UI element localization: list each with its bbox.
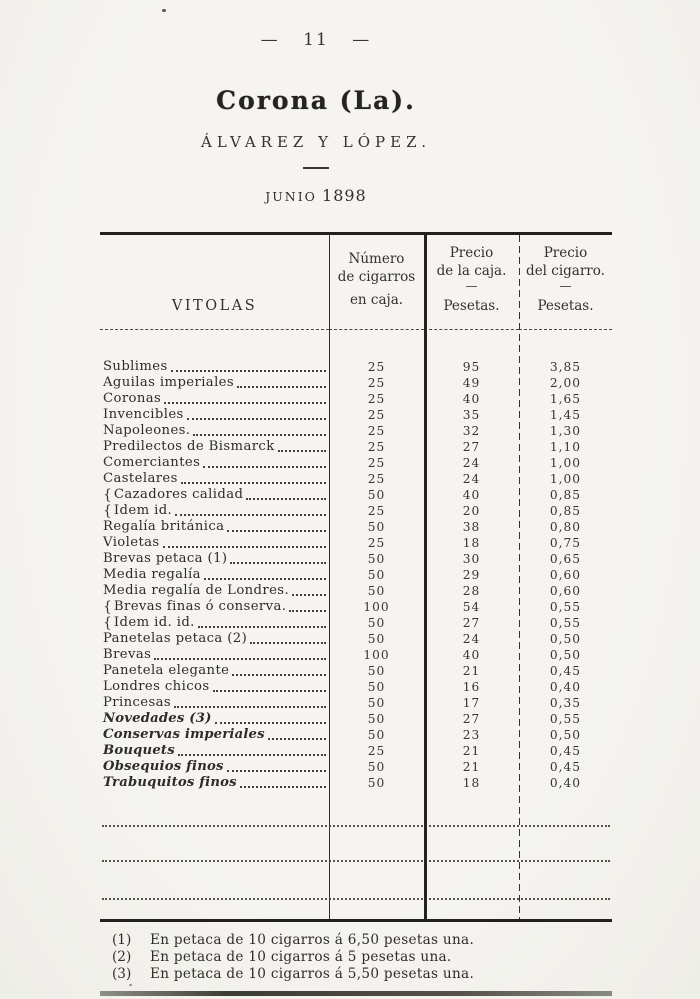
vitola-name: Castelares [103, 471, 178, 486]
dot-leader [230, 562, 326, 564]
table-row [100, 503, 612, 519]
cigar-price-cell: 2,00 [549, 376, 582, 390]
table-row [100, 583, 612, 599]
table-row [100, 567, 612, 583]
qty-cell: 100 [363, 648, 390, 662]
table-row [100, 695, 612, 711]
vitola-name: Novedades (3) [103, 711, 212, 726]
dot-leader [174, 706, 326, 708]
box-price-cell: 21 [462, 664, 481, 678]
qty-cell: 25 [367, 472, 386, 486]
table-row [100, 359, 612, 375]
qty-cell: 50 [367, 584, 386, 598]
table-body [100, 330, 612, 791]
page-number: — 11 — [260, 30, 372, 50]
box-price-cell: 28 [462, 584, 481, 598]
box-price-cell: 30 [462, 552, 481, 566]
vitola-name-cell [100, 519, 329, 535]
vitola-name: Princesas [103, 695, 172, 710]
box-price-cell: 24 [462, 632, 481, 646]
cigar-price-cell: 0,55 [549, 616, 582, 630]
vitola-name: Media regalía [103, 567, 201, 582]
vitola-name-cell [100, 631, 329, 647]
dot-leader [232, 674, 326, 676]
cigar-price-cell: 0,80 [549, 520, 582, 534]
table-row [100, 615, 612, 631]
dot-leader [154, 658, 326, 660]
table-row [100, 391, 612, 407]
cigar-price-cell: 0,75 [549, 536, 582, 550]
qty-cell: 25 [367, 424, 386, 438]
vitola-name: Aguilas imperiales [103, 375, 235, 390]
vitola-name: Idem id. id. [113, 615, 195, 630]
vitola-name: Brevas [103, 647, 152, 662]
qty-cell: 50 [367, 776, 386, 790]
table-row [100, 631, 612, 647]
dot-leader [227, 530, 326, 532]
vitola-name-cell [100, 455, 329, 471]
table-row [100, 519, 612, 535]
box-price-cell: 95 [462, 360, 481, 374]
table-row [100, 775, 612, 791]
page-title: Corona (La). [216, 86, 416, 115]
dot-leader [204, 578, 326, 580]
cigar-price-cell: 3,85 [549, 360, 582, 374]
box-price-cell: 35 [462, 408, 481, 422]
qty-cell: 50 [367, 664, 386, 678]
vitola-name-cell [100, 487, 329, 503]
vitola-name: Bouquets [103, 743, 175, 758]
cigar-price-cell: 1,65 [549, 392, 582, 406]
dot-leader [171, 370, 326, 372]
qty-cell: 50 [367, 680, 386, 694]
vitola-name: Sublimes [103, 359, 168, 374]
vitola-name: Idem id. [113, 503, 173, 518]
box-price-cell: 27 [462, 616, 481, 630]
box-price-cell: 40 [462, 392, 481, 406]
footnote-text: En petaca de 10 cigarros á 5 pesetas una. [150, 949, 452, 965]
box-price-cell: 38 [462, 520, 481, 534]
box-price-cell: 18 [462, 776, 481, 790]
blank-ruled-line [102, 898, 610, 900]
cigar-price-cell: 0,50 [549, 648, 582, 662]
vitola-name: Predilectos de Bismarck [103, 439, 275, 454]
dot-leader [215, 722, 326, 724]
vitola-name-cell [100, 599, 329, 615]
box-price-cell: 40 [462, 488, 481, 502]
table-row [100, 551, 612, 567]
dot-leader [163, 546, 326, 548]
vitola-name: Coronas [103, 391, 162, 406]
vitola-name-cell [100, 567, 329, 583]
vitola-name-cell [100, 679, 329, 695]
vitola-name: Brevas petaca (1) [103, 551, 228, 566]
table-header-row [100, 235, 612, 330]
cigar-price-cell: 1,30 [549, 424, 582, 438]
box-price-cell: 24 [462, 456, 481, 470]
dot-leader [237, 386, 326, 388]
box-price-cell: 17 [462, 696, 481, 710]
scan-speck [129, 984, 132, 986]
date-month: JUNIO [265, 189, 317, 204]
cigar-price-cell: 0,35 [549, 696, 582, 710]
dot-leader [203, 466, 326, 468]
table-row [100, 647, 612, 663]
cigar-price-cell: 0,85 [549, 488, 582, 502]
qty-cell: 25 [367, 376, 386, 390]
blank-ruled-line [102, 825, 610, 827]
dot-leader [292, 594, 326, 596]
cigar-price-cell: 0,60 [549, 584, 582, 598]
vitola-name: Trabuquitos finos [103, 775, 237, 790]
vitola-name-cell [100, 471, 329, 487]
vitola-name: Obsequios finos [103, 759, 224, 774]
title-rule-divider [303, 167, 329, 169]
vitola-name-cell [100, 375, 329, 391]
footnote-line [112, 932, 592, 949]
dot-leader [187, 418, 326, 420]
box-price-cell: 40 [462, 648, 481, 662]
cigar-price-cell: 1,00 [549, 456, 582, 470]
box-price-cell: 21 [462, 744, 481, 758]
cigar-price-cell: 0,65 [549, 552, 582, 566]
dot-leader [175, 514, 326, 516]
box-price-cell: 21 [462, 760, 481, 774]
table-row [100, 407, 612, 423]
box-price-cell: 27 [462, 440, 481, 454]
qty-cell: 25 [367, 536, 386, 550]
cigar-price-cell: 0,55 [549, 712, 582, 726]
footnotes-block [112, 932, 592, 983]
table-row [100, 599, 612, 615]
blank-ruled-line [102, 860, 610, 862]
table-row [100, 679, 612, 695]
vitola-name-cell [100, 615, 329, 631]
vitola-name: Comerciantes [103, 455, 201, 470]
table-row [100, 423, 612, 439]
dot-leader [240, 786, 326, 788]
vitola-name-cell [100, 407, 329, 423]
vitola-name-cell [100, 743, 329, 759]
dot-leader [198, 626, 326, 628]
vitola-name-cell [100, 727, 329, 743]
box-price-cell: 23 [462, 728, 481, 742]
box-price-cell: 24 [462, 472, 481, 486]
vitola-name: Napoleones. [103, 423, 191, 438]
cigar-price-cell: 0,40 [549, 680, 582, 694]
vitola-name-cell [100, 759, 329, 775]
box-price-cell: 16 [462, 680, 481, 694]
vitola-name-cell [100, 583, 329, 599]
dot-leader [164, 402, 326, 404]
dot-leader [289, 610, 326, 612]
cigar-price-cell: 1,00 [549, 472, 582, 486]
vitola-name: Violetas [103, 535, 160, 550]
table-row [100, 471, 612, 487]
header-qty: Número de cigarros en caja. [329, 235, 424, 330]
column-divider-3 [519, 235, 520, 919]
footnote-line [112, 949, 592, 966]
qty-cell: 25 [367, 744, 386, 758]
vitola-name: Cazadores calidad [113, 487, 244, 502]
vitola-name-cell [100, 711, 329, 727]
header-cigar-price: Precio del cigarro. — Pesetas. [519, 235, 612, 330]
table-row [100, 711, 612, 727]
cigar-price-cell: 0,85 [549, 504, 582, 518]
vitola-name-cell [100, 503, 329, 519]
dot-leader [278, 450, 326, 452]
vitola-name: Panetelas petaca (2) [103, 631, 248, 646]
vitola-name-cell [100, 535, 329, 551]
vitola-name: Media regalía de Londres. [103, 583, 290, 598]
dot-leader [227, 770, 326, 772]
table-row [100, 727, 612, 743]
footnote-marker: (1) [112, 932, 132, 948]
footnote-text: En petaca de 10 cigarros á 6,50 pesetas una. [150, 932, 475, 948]
qty-cell: 25 [367, 440, 386, 454]
qty-cell: 25 [367, 504, 386, 518]
date-year: 1898 [322, 186, 367, 205]
cigar-price-cell: 0,45 [549, 664, 582, 678]
qty-cell: 25 [367, 392, 386, 406]
box-price-cell: 32 [462, 424, 481, 438]
dot-leader [213, 690, 327, 692]
box-price-cell: 29 [462, 568, 481, 582]
box-price-cell: 18 [462, 536, 481, 550]
column-divider-1 [329, 235, 330, 919]
cigar-price-cell: 0,55 [549, 600, 582, 614]
qty-cell: 25 [367, 408, 386, 422]
next-table-edge [100, 991, 612, 996]
dot-leader [178, 754, 326, 756]
vitola-name: Invencibles [103, 407, 184, 422]
footnote-text: En petaca de 10 cigarros á 5,50 pesetas una. [150, 966, 475, 982]
vitola-name-cell [100, 695, 329, 711]
brace-mark: { [103, 599, 112, 615]
dot-leader [181, 482, 326, 484]
vitola-name: Conservas imperiales [103, 727, 265, 742]
brace-mark: { [103, 503, 112, 519]
footnote-marker: (3) [112, 966, 132, 982]
table-row [100, 487, 612, 503]
cigar-price-cell: 0,50 [549, 632, 582, 646]
qty-cell: 100 [363, 600, 390, 614]
vitola-name-cell [100, 551, 329, 567]
vitola-name-cell [100, 423, 329, 439]
vitola-name-cell [100, 359, 329, 375]
qty-cell: 50 [367, 696, 386, 710]
qty-cell: 25 [367, 360, 386, 374]
qty-cell: 50 [367, 568, 386, 582]
vitola-name-cell [100, 775, 329, 791]
cigar-price-cell: 0,50 [549, 728, 582, 742]
cigar-price-cell: 1,10 [549, 440, 582, 454]
table-row [100, 743, 612, 759]
table-row [100, 439, 612, 455]
qty-cell: 50 [367, 520, 386, 534]
vitola-name-cell [100, 391, 329, 407]
qty-cell: 50 [367, 712, 386, 726]
cigar-price-cell: 0,40 [549, 776, 582, 790]
header-box-price: Precio de la caja. — Pesetas. [424, 235, 519, 330]
table-row [100, 375, 612, 391]
cigar-price-cell: 1,45 [549, 408, 582, 422]
vitola-name-cell [100, 439, 329, 455]
vitola-name-cell [100, 647, 329, 663]
table-row [100, 455, 612, 471]
table-row [100, 663, 612, 679]
cigar-price-cell: 0,45 [549, 744, 582, 758]
brace-mark: { [103, 615, 112, 631]
qty-cell: 50 [367, 552, 386, 566]
date-line [0, 186, 632, 205]
dot-leader [250, 642, 326, 644]
qty-cell: 50 [367, 488, 386, 502]
footnote-line [112, 966, 592, 983]
dot-leader [268, 738, 326, 740]
scan-speck [162, 9, 166, 12]
vitola-name: Londres chicos [103, 679, 210, 694]
vitola-name: Panetela elegante [103, 663, 230, 678]
column-divider-2 [424, 235, 427, 919]
qty-cell: 50 [367, 728, 386, 742]
box-price-cell: 27 [462, 712, 481, 726]
price-table [100, 232, 612, 922]
vitola-name-cell [100, 663, 329, 679]
cigar-price-cell: 0,60 [549, 568, 582, 582]
dot-leader [193, 434, 326, 436]
footnote-marker: (2) [112, 949, 132, 965]
box-price-cell: 49 [462, 376, 481, 390]
brace-mark: { [103, 487, 112, 503]
header-vitolas: VITOLAS [100, 235, 329, 330]
qty-cell: 50 [367, 632, 386, 646]
box-price-cell: 54 [462, 600, 481, 614]
publisher-line: ÁLVAREZ Y LÓPEZ. [201, 133, 431, 151]
dot-leader [246, 498, 326, 500]
qty-cell: 25 [367, 456, 386, 470]
qty-cell: 50 [367, 616, 386, 630]
vitola-name: Brevas finas ó conserva. [113, 599, 287, 614]
table-row [100, 759, 612, 775]
box-price-cell: 20 [462, 504, 481, 518]
table-row [100, 535, 612, 551]
vitola-name: Regalía británica [103, 519, 225, 534]
qty-cell: 50 [367, 760, 386, 774]
cigar-price-cell: 0,45 [549, 760, 582, 774]
